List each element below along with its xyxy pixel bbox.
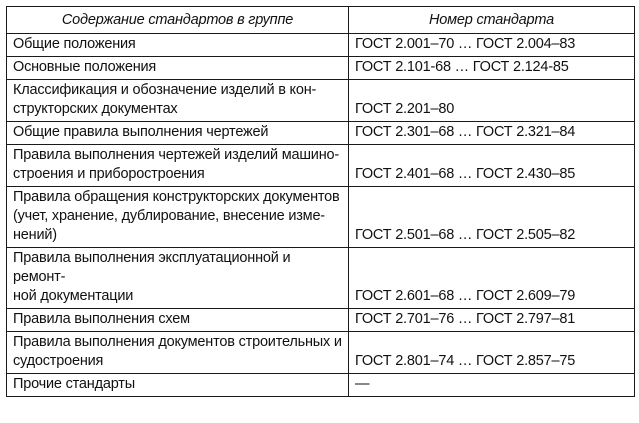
table-row xyxy=(7,145,635,187)
standard-number-cell: — xyxy=(349,374,635,397)
standard-group-line: Прочие стандарты xyxy=(13,376,135,392)
standard-number-cell: ГОСТ 2.101-68 … ГОСТ 2.124-85 xyxy=(349,57,635,80)
table-row xyxy=(7,34,635,57)
standard-group-line: структорских документах xyxy=(13,101,178,117)
standard-group-cell xyxy=(7,309,349,332)
standard-group-line: строения и приборостроения xyxy=(13,166,205,182)
standard-group-line: Правила выполнения схем xyxy=(13,311,190,327)
table-row xyxy=(7,80,635,122)
table-body xyxy=(7,34,635,397)
standard-group-cell xyxy=(7,187,349,248)
standard-group-line: (учет, хранение, дублирование, внесение изме- xyxy=(13,208,325,224)
standard-group-cell xyxy=(7,34,349,57)
table-row xyxy=(7,309,635,332)
standard-number-cell: ГОСТ 2.501–68 … ГОСТ 2.505–82 xyxy=(349,187,635,248)
standard-group-cell xyxy=(7,248,349,309)
standard-group-cell xyxy=(7,122,349,145)
standard-group-cell xyxy=(7,145,349,187)
standard-number-cell: ГОСТ 2.201–80 xyxy=(349,80,635,122)
standard-group-line: нений) xyxy=(13,227,57,243)
standard-number-cell: ГОСТ 2.701–76 … ГОСТ 2.797–81 xyxy=(349,309,635,332)
standard-group-line: Правила выполнения документов строительных и xyxy=(13,334,342,350)
standard-group-line: Классификация и обозначение изделий в кон- xyxy=(13,82,317,98)
standard-group-cell xyxy=(7,332,349,374)
standard-group-line: судостроения xyxy=(13,353,104,369)
standard-group-line: Правила выполнения эксплуатационной и ремонт- xyxy=(13,250,291,285)
standard-number-cell: ГОСТ 2.801–74 … ГОСТ 2.857–75 xyxy=(349,332,635,374)
standard-group-line: Общие положения xyxy=(13,36,136,52)
standard-number-cell: ГОСТ 2.001–70 … ГОСТ 2.004–83 xyxy=(349,34,635,57)
table-row xyxy=(7,187,635,248)
standard-group-line: Правила обращения конструкторских документов xyxy=(13,189,340,205)
standard-number-cell: ГОСТ 2.401–68 … ГОСТ 2.430–85 xyxy=(349,145,635,187)
standard-number-cell: ГОСТ 2.601–68 … ГОСТ 2.609–79 xyxy=(349,248,635,309)
standard-group-line: Основные положения xyxy=(13,59,157,75)
standard-number-cell: ГОСТ 2.301–68 … ГОСТ 2.321–84 xyxy=(349,122,635,145)
standard-group-line: Общие правила выполнения чертежей xyxy=(13,124,269,140)
standard-group-cell xyxy=(7,374,349,397)
standard-group-line: Правила выполнения чертежей изделий машино- xyxy=(13,147,340,163)
table-row xyxy=(7,122,635,145)
table-row xyxy=(7,332,635,374)
standard-group-cell xyxy=(7,80,349,122)
header-number: Номер стандарта xyxy=(349,7,635,34)
table-row xyxy=(7,248,635,309)
standards-table xyxy=(6,6,635,397)
header-content: Содержание стандартов в группе xyxy=(7,7,349,34)
table-row xyxy=(7,57,635,80)
table-header-row xyxy=(7,7,635,34)
standard-group-line: ной документации xyxy=(13,288,134,304)
table-row xyxy=(7,374,635,397)
standard-group-cell xyxy=(7,57,349,80)
